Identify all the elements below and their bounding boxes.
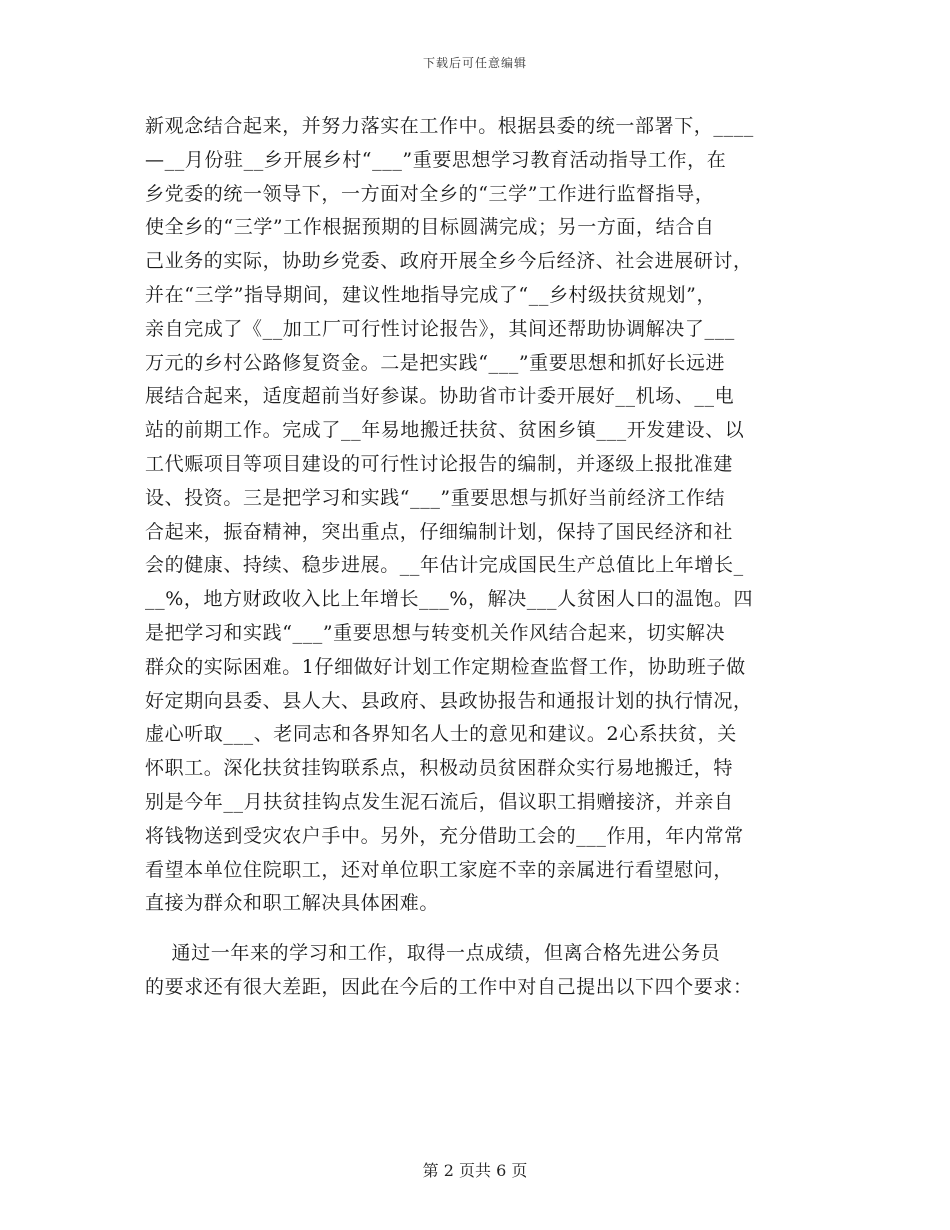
text-line: 看望本单位住院职工，还对单位职工家庭不幸的亲属进行看望慰问，: [145, 858, 734, 881]
text-line: 的要求还有很大差距，因此在今后的工作中对自己提出以下四个要求：: [145, 975, 753, 998]
text-line: 群众的实际困难。1仔细做好计划工作定期检查监督工作，协助班子做: [145, 655, 746, 678]
text-line: 合起来，振奋精神，突出重点，仔细编制计划，保持了国民经济和社: [145, 520, 734, 543]
paragraph: [145, 937, 805, 1005]
text-line: 展结合起来，适度超前当好参谋。协助省市计委开展好__机场、__电: [145, 385, 735, 408]
text-line: 是把学习和实践“___”重要思想与转变机关作风结合起来，切实解决: [145, 621, 726, 644]
text-line: 怀职工。深化扶贫挂钩联系点，积极动员贫困群众实行易地搬迁，特: [145, 757, 734, 780]
text-line: 万元的乡村公路修复资金。二是把实践“___”重要思想和抓好长远进: [145, 351, 726, 374]
text-line: 工代赈项目等项目建设的可行性讨论报告的编制，并逐级上报批准建: [145, 452, 734, 475]
page-number: 第 2 页共 6 页: [422, 1161, 528, 1180]
text-line: —__月份驻__乡开展乡村“___”重要思想学习教育活动指导工作，在: [145, 148, 727, 171]
text-line: 将钱物送到受灾农户手中。另外，充分借助工会的___作用，年内常常: [145, 824, 744, 847]
paragraph: [145, 110, 805, 921]
text-line: 虚心听取___、老同志和各界知名人士的意见和建议。2心系扶贫，关: [145, 723, 737, 746]
text-line: 站的前期工作。完成了__年易地搬迁扶贫、贫困乡镇___开发建设、以: [145, 419, 745, 442]
text-line: 亲自完成了《__加工厂可行性讨论报告》，其间还帮助协调解决了___: [145, 317, 735, 340]
text-line: 乡党委的统一领导下，一方面对全乡的“三学”工作进行监督指导，: [145, 182, 715, 205]
text-line: 别是今年__月扶贫挂钩点发生泥石流后，倡议职工捐赠接济，并亲自: [145, 790, 734, 813]
text-line: 会的健康、持续、稳步进展。__年估计完成国民生产总值比上年增长_: [145, 554, 744, 577]
text-line: 直接为群众和职工解决具体困难。: [145, 892, 440, 915]
page-header-note: 下载后可任意编辑: [422, 56, 527, 70]
text-line: 使全乡的“三学”工作根据预期的目标圆满完成；另一方面，结合自: [145, 216, 715, 239]
text-line: 并在“三学”指导期间，建议性地指导完成了“__乡村级扶贫规划”，: [145, 283, 717, 306]
text-line: 通过一年来的学习和工作，取得一点成绩，但离合格先进公务员: [145, 942, 721, 965]
text-line: 设、投资。三是把学习和实践“___”重要思想与抓好当前经济工作结: [145, 486, 726, 509]
text-line: 好定期向县委、县人大、县政府、县政协报告和通报计划的执行情况，: [145, 689, 753, 712]
paragraph-spacer: [145, 921, 805, 937]
text-line: 新观念结合起来，并努力落实在工作中。根据县委的统一部署下，____: [145, 115, 754, 137]
text-line: __%，地方财政收入比上年增长___%，解决___人贫困人口的温饱。四: [145, 588, 754, 611]
text-line: 己业务的实际，协助乡党委、政府开展全乡今后经济、社会进展研讨，: [145, 250, 753, 273]
document-body: [145, 110, 805, 1005]
